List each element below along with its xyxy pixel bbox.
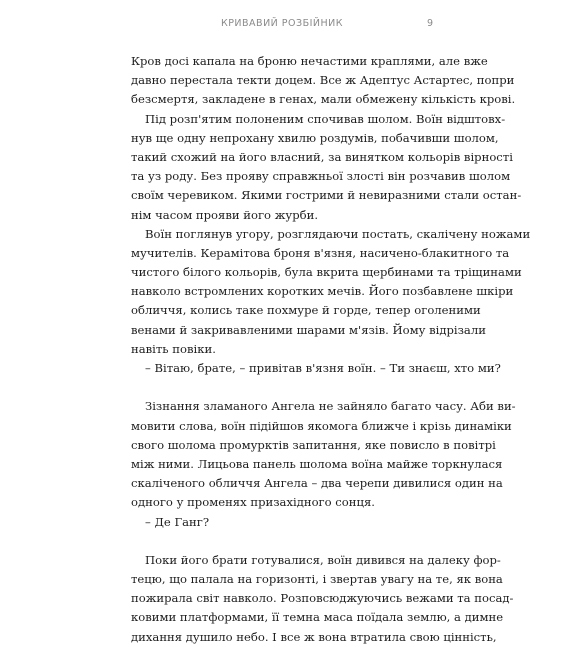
text-line: давно перестала текти доцем. Все ж Адептус Астартес, попри [131,73,515,88]
text-line: та уз роду. Без прояву справжньої злості він розчавив шолом [131,169,511,184]
text-line: – Де Ганг? [145,514,210,529]
text-line: Зізнання зламаного Ангела не зайняло багато часу. Аби ви- [145,399,516,414]
text-line: такий схожий на його власний, за винятком кольорів вірності [131,149,513,164]
paragraph-gap [131,532,433,551]
text-line: мовити слова, воїн підійшов якомога ближче і крізь динаміки [131,418,512,433]
text-line: – Вітаю, брате, – привітав в'язня воїн. – Ти знаєш, хто ми? [145,361,501,375]
text-line: нув ще одну непрохану хвилю роздумів, побачивши шолом, [131,130,499,145]
text-line: дихання душило небо. І все ж вона втратила свою цінність, [131,629,497,644]
paragraph-gap [131,378,433,397]
text-line: між ними. Лицьова панель шолома воїна майже торкнулася [131,456,503,471]
text-line: одного у променях призахідного сонця. [131,495,375,510]
text-line: чистого білого кольорів, була вкрита щербинами та тріщинами [131,265,522,280]
text-line: скаліченого обличчя Ангела – два черепи дивилися один на [131,476,503,491]
text-line: свого шолома промурктів запитання, яке повисло в повітрі [131,437,496,452]
running-title: КРИВАВИЙ РОЗБІЙНИК [220,18,344,29]
running-head [0,18,564,34]
text-line: венами й закривавленими шарами м'язів. Йому відрізали [131,322,486,337]
text-line: пожирала світ навколо. Розповсюджуючись вежами та посад- [131,591,514,606]
text-line: навколо встромлених коротких мечів. Його позбавлене шкіри [131,284,514,299]
text-line: тецю, що палала на горизонті, і звертав увагу на те, як вона [131,572,503,587]
page-number: 9 [427,18,434,29]
body-text [131,52,531,647]
text-line: Під розп'ятим полоненим спочивав шолом. Воїн відштовх- [145,111,506,126]
text-line: навіть повіки. [131,341,216,356]
text-line: ковими платформами, її темна маса поїдала землю, а димне [131,610,504,625]
text-line: Кров досі капала на броню нечастими краплями, але вже [131,54,488,68]
text-line: обличчя, колись таке похмуре й горде, тепер оголеними [131,303,481,318]
text-line: нім часом прояви його журби. [131,207,319,222]
text-line: мучителів. Керамітова броня в'язня, насичено-блакитного та [131,245,510,260]
text-line: своїм черевиком. Якими гострими й невиразними стали остан- [131,188,522,203]
text-line: Воїн поглянув угору, розглядаючи постать, скалічену ножами [145,226,531,241]
text-line: Поки його брати готувалися, воїн дивився на далеку фор- [145,552,501,567]
text-line: безсмертя, закладене в генах, мали обмежену кількість крові. [131,92,516,107]
